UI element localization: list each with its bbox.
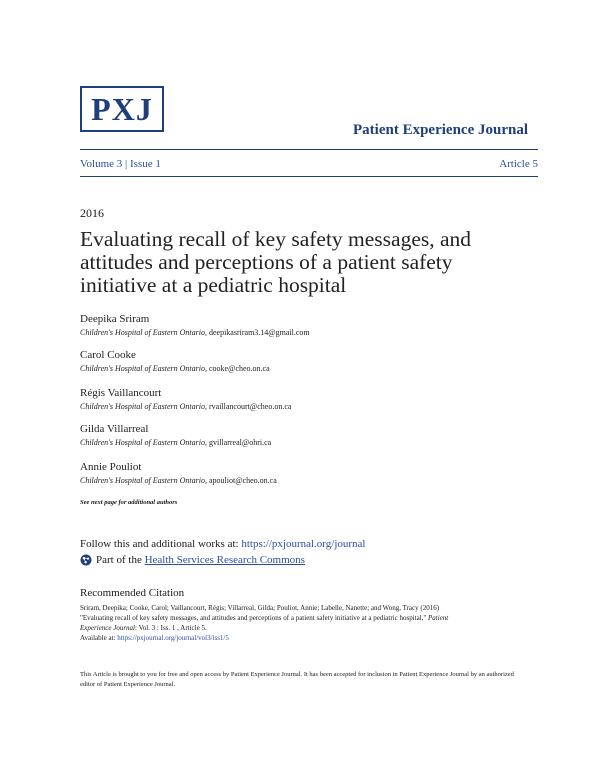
article-number: Article 5 xyxy=(499,158,538,170)
publication-year: 2016 xyxy=(80,206,104,220)
citation-link[interactable]: https://pxjournal.org/journal/vol3/iss1/5 xyxy=(117,634,229,642)
author-affiliation: Children's Hospital of Eastern Ontario, gvillarreal@ohri.ca xyxy=(80,438,272,447)
article-title: Evaluating recall of key safety messages, and attitudes and perceptions of a patient safety initiative at a pediatric hospital xyxy=(80,227,472,297)
recommended-citation-heading: Recommended Citation xyxy=(80,587,185,599)
author-affiliation: Children's Hospital of Eastern Ontario, rvaillancourt@cheo.on.ca xyxy=(80,402,292,411)
author-name: Gilda Villarreal xyxy=(80,423,149,435)
logo-text: PXJ xyxy=(91,91,153,127)
author-block xyxy=(80,313,310,337)
author-name: Deepika Sriram xyxy=(80,313,150,325)
see-next-note: See next page for additional authors xyxy=(80,499,178,506)
header-rule-bottom xyxy=(80,176,538,177)
author-block xyxy=(80,461,277,485)
author-name: Carol Cooke xyxy=(80,349,136,361)
part-of-line: Part of the Health Services Research Commons xyxy=(80,554,305,566)
journal-title[interactable]: Patient Experience Journal xyxy=(353,122,528,138)
footer-note: This Article is brought to you for free and open access by Patient Experience Journal. It has been accepted for inclusion in Patient Experience Journal by an authorized editor of Patient Experience Journal. xyxy=(80,671,514,688)
commons-link[interactable]: Health Services Research Commons xyxy=(144,554,305,566)
author-affiliation: Children's Hospital of Eastern Ontario, deepikasriram3.14@gmail.com xyxy=(80,328,310,337)
author-block xyxy=(80,423,271,447)
issue-link[interactable]: Volume 3 | Issue 1 xyxy=(80,158,161,170)
follow-line: Follow this and additional works at: https://pxjournal.org/journal xyxy=(80,538,366,550)
pxj-logo[interactable] xyxy=(80,86,164,132)
author-affiliation: Children's Hospital of Eastern Ontario, cooke@cheo.on.ca xyxy=(80,364,270,373)
author-affiliation: Children's Hospital of Eastern Ontario, apouliot@cheo.on.ca xyxy=(80,476,277,485)
citation-text: Sriram, Deepika; Cooke, Carol; Vaillancourt, Régis; Villarreal, Gilda; Pouliot, Annie; Labelle, Nanette; and Wong, Tracy (2016) "Evaluating recall of key safety messages, and attitudes and perceptions of a patient safety initiative at a pediatric hospital," Patient Experience Journal: Vol. 3 : Iss. 1 , Article 5. Available at: https://pxjournal.org/journal/vol3/iss1/5 xyxy=(80,604,449,642)
header-rule-top xyxy=(80,149,538,150)
author-name: Annie Pouliot xyxy=(80,461,142,473)
author-block xyxy=(80,387,291,411)
author-block xyxy=(80,349,270,373)
network-icon xyxy=(80,554,92,566)
author-name: Régis Vaillancourt xyxy=(80,387,162,399)
journal-link[interactable]: https://pxjournal.org/journal xyxy=(241,538,366,550)
